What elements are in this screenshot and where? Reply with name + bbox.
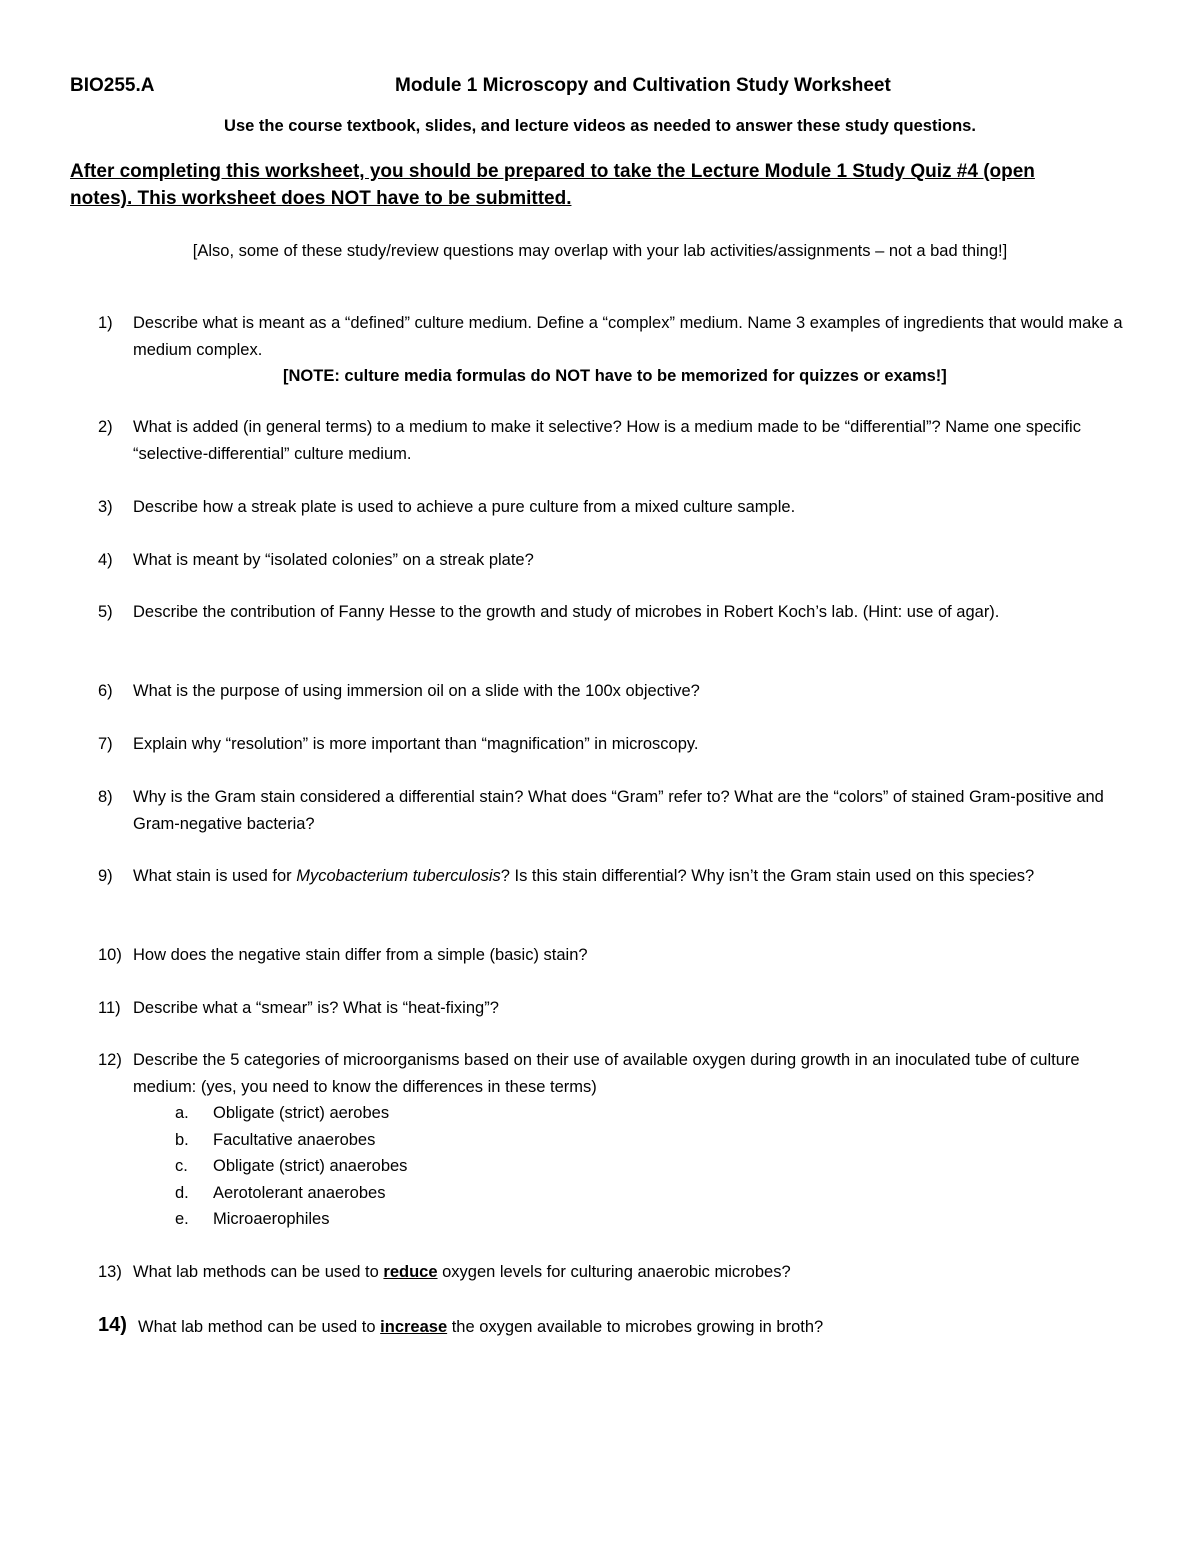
list-item [175,1127,1128,1154]
question-5 [98,599,1128,626]
question-number: 10) [98,946,122,964]
notice [70,158,1135,212]
question-9 [98,863,1128,890]
course-code: BIO255.A [70,75,155,96]
list-item [175,1100,1128,1127]
question-text: Describe how a streak plate is used to achieve a pure culture from a mixed culture sample. [133,498,796,516]
question-number: 13) [98,1263,122,1281]
question-number: 7) [98,735,113,753]
list-item [175,1206,1128,1233]
question-text [133,1259,1128,1286]
question-text: What is added (in general terms) to a medium to make it selective? How is a medium made to be “differential”? Name one specific “selective-differential” culture medium. [133,418,1081,463]
question-text-part: ? Is this stain differential? Why isn’t the Gram stain used on this species? [500,867,1035,885]
question-number: 8) [98,788,113,806]
question-11 [98,995,1128,1022]
header [70,75,1130,103]
aside-note: [Also, some of these study/review questions may overlap with your lab activities/assignments – not a bad thing!] [192,242,1008,260]
question-text: Explain why “resolution” is more important than “magnification” in microscopy. [133,735,699,753]
list-letter: d. [175,1183,189,1202]
question-number: 9) [98,867,113,885]
question-text-part: What stain is used for [133,867,297,885]
question-number: 6) [98,682,113,700]
question-text: Describe what a “smear” is? What is “heat-fixing”? [133,999,499,1017]
list-item [175,1153,1128,1180]
oxygen-category-list [133,1100,1128,1233]
question-text: Describe the 5 categories of microorganisms based on their use of available oxygen during growth in an inoculated tube of culture medium: (yes, you need to know the differences in these terms) [133,1051,1080,1096]
question-text-part: the oxygen available to microbes growing in broth? [447,1318,824,1336]
list-letter: c. [175,1157,188,1175]
question-10 [98,942,1128,969]
list-item [175,1180,1128,1207]
question-number: 11) [98,999,121,1017]
question-text-part: What lab method can be used to [138,1318,381,1336]
question-1 [98,310,1128,390]
question-6 [98,678,1128,705]
notice-line-2: notes). This worksheet does NOT have to be submitted. [70,188,572,209]
question-13 [98,1259,1128,1286]
question-note: [NOTE: culture media formulas do NOT have to be memorized for quizzes or exams!] [283,367,947,385]
question-text: Describe the contribution of Fanny Hesse to the growth and study of microbes in Robert Koch’s lab. (Hint: use of agar). [133,603,1000,621]
question-12 [98,1047,1128,1233]
question-number: 3) [98,498,113,516]
question-8 [98,784,1128,837]
subtitle: Use the course textbook, slides, and lecture videos as needed to answer these study questions. [224,117,976,135]
question-14 [98,1314,1128,1341]
question-text: Describe what is meant as a “defined” culture medium. Define a “complex” medium. Name 3 examples of ingredients that would make a medium complex. [133,314,1123,359]
question-text-part: oxygen levels for culturing anaerobic microbes? [437,1263,791,1281]
question-number: 14) [98,1314,127,1336]
species-name: Mycobacterium tuberculosis [296,867,501,885]
list-letter: e. [175,1210,189,1228]
question-text: Why is the Gram stain considered a differential stain? What does “Gram” refer to? What are the “colors” of stained Gram-positive and Gram-negative bacteria? [133,788,1104,833]
question-text: How does the negative stain differ from a simple (basic) stain? [133,946,588,964]
notice-line-1: After completing this worksheet, you should be prepared to take the Lecture Module 1 Study Quiz #4 (open [70,161,1035,182]
question-text [138,1314,1128,1341]
list-letter: b. [175,1130,189,1149]
emphasized-word: increase [380,1318,448,1336]
list-text: Microaerophiles [213,1210,330,1228]
list-letter: a. [175,1104,189,1122]
question-number: 2) [98,418,113,436]
question-text: What is meant by “isolated colonies” on a streak plate? [133,551,534,569]
page-title: Module 1 Microscopy and Cultivation Study Worksheet [395,75,891,96]
question-number: 4) [98,551,113,569]
question-number: 1) [98,314,113,332]
question-text: What is the purpose of using immersion oil on a slide with the 100x objective? [133,682,700,700]
list-text: Facultative anaerobes [213,1130,376,1149]
question-4 [98,547,1128,574]
question-2 [98,414,1128,467]
emphasized-word: reduce [383,1263,438,1281]
list-text: Obligate (strict) anaerobes [213,1157,408,1175]
question-number: 12) [98,1051,122,1069]
list-text: Obligate (strict) aerobes [213,1104,390,1122]
question-7 [98,731,1128,758]
question-text-part: What lab methods can be used to [133,1263,384,1281]
question-3 [98,494,1128,521]
question-text [133,863,1128,890]
list-text: Aerotolerant anaerobes [213,1183,386,1202]
question-number: 5) [98,603,113,621]
